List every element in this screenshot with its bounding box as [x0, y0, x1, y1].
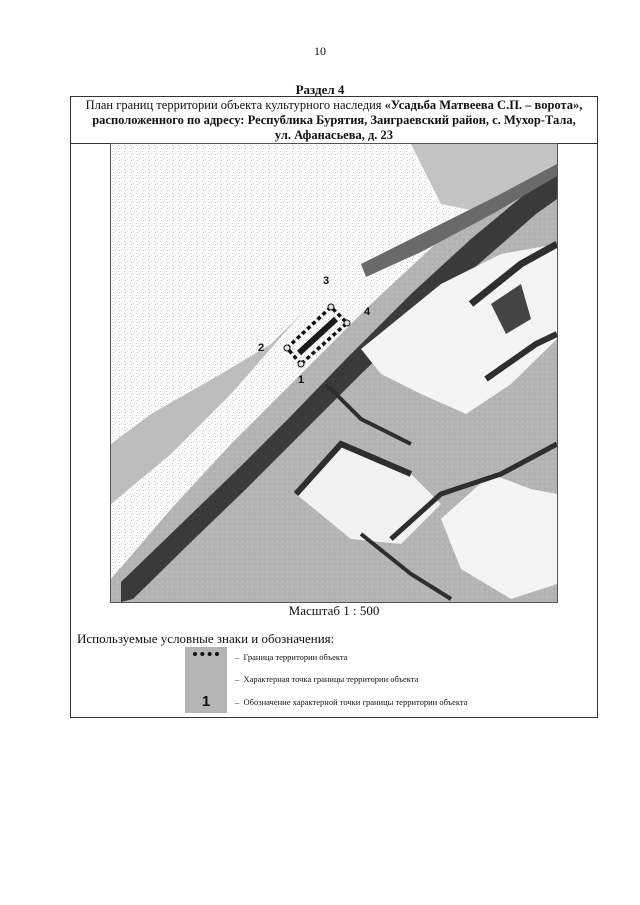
plan-title-line3: ул. Афанасьева, д. 23 — [274, 128, 394, 142]
point-label-1: 1 — [298, 374, 305, 386]
plan-title-line2: расположенного по адресу: Республика Бурятия, Заиграевский район, с. Мухор-Тала, — [92, 113, 576, 127]
boundary-point-2 — [284, 345, 290, 351]
dashed-boundary-icon — [193, 652, 219, 656]
legend-swatch-point — [185, 665, 227, 685]
plan-title — [71, 97, 597, 144]
point-number-icon: 1 — [201, 693, 211, 710]
legend-text-boundary: – Граница территории объекта — [235, 652, 348, 662]
point-label-3: 3 — [323, 275, 330, 287]
map-scale: Масштаб 1 : 500 — [288, 603, 380, 618]
legend-text-number: – Обозначение характерной точки границы территории объекта — [235, 697, 468, 707]
plan-map-svg — [111, 144, 557, 602]
legend-swatch-number — [185, 685, 227, 713]
legend-text-point: – Характерная точка границы территории объекта — [235, 674, 419, 684]
boundary-point-3 — [328, 304, 334, 310]
legend-swatch-boundary — [185, 647, 227, 665]
point-label-4: 4 — [364, 306, 371, 318]
boundary-point-1 — [298, 361, 304, 367]
page-number: 10 — [314, 44, 326, 58]
boundary-point-4 — [344, 320, 350, 326]
legend-title: Используемые условные знаки и обозначения: — [77, 631, 335, 646]
plan-title-line1: План границ территории объекта культурного наследия «Усадьба Матвеева С.П. – ворота», — [85, 98, 583, 112]
point-label-2: 2 — [258, 342, 265, 354]
plan-map — [110, 143, 558, 603]
section-heading: Раздел 4 — [295, 82, 345, 97]
document-frame — [70, 96, 598, 718]
